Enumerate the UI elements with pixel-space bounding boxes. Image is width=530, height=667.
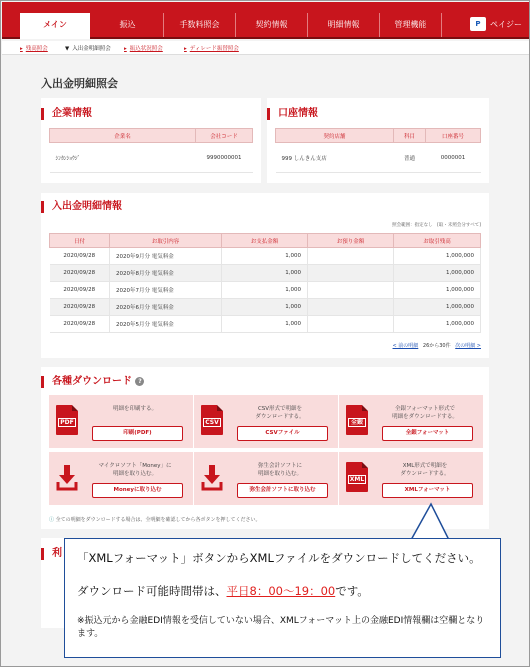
subnav-balance-label: 残高照会 xyxy=(25,46,48,52)
download-note-text: 全ての明細をダウンロードする場合は、全明細を確認してから各ボタンを押してください。 xyxy=(55,517,261,523)
tab-contract-info[interactable]: 契約情報 xyxy=(236,13,308,37)
payeasy-logo-icon: P xyxy=(470,17,486,31)
balance-cell: 1,000,000 xyxy=(394,248,481,265)
date-cell: 2020/09/28 xyxy=(50,316,110,333)
download-icon xyxy=(56,462,78,492)
download-description: 明細を印刷する。 xyxy=(112,406,157,412)
date-cell: 2020/09/28 xyxy=(50,248,110,265)
download-note xyxy=(49,516,260,523)
subnav-deposit-label: 入出金明細照会 xyxy=(72,46,111,52)
detail-title: 入出金明細情報 xyxy=(41,201,122,213)
balance-cell: 1,000,000 xyxy=(394,299,481,316)
branch-cell: 999 しんきん支店 xyxy=(276,143,394,173)
download-button[interactable]: 印刷(PDF) xyxy=(92,426,183,441)
description-cell: 2020年8月分 電気料金 xyxy=(110,265,222,282)
detail-card xyxy=(41,193,489,358)
column-header: お取引残高 xyxy=(394,234,481,248)
download-button[interactable]: 弥生会計ソフトに取り込む xyxy=(237,483,328,498)
column-header: 口座番号 xyxy=(426,129,481,143)
column-header: お支払金額 xyxy=(222,234,308,248)
callout-hours: 平日8：00～19：00 xyxy=(226,584,336,598)
table-row xyxy=(50,316,481,333)
xml-callout xyxy=(64,538,501,658)
account-info-card xyxy=(267,98,489,183)
description-cell: 2020年5月分 電気料金 xyxy=(110,316,222,333)
tab-fee-inquiry[interactable]: 手数料照会 xyxy=(164,13,236,37)
zengin-icon: 全銀 xyxy=(346,405,368,435)
pagination xyxy=(393,342,481,349)
company-name-cell: ｼﾝｶﾝｼｮｳｼﾞ xyxy=(50,143,196,173)
sub-nav xyxy=(2,41,530,55)
help-icon[interactable]: ? xyxy=(135,377,144,386)
callout-line2-prefix: ダウンロード可能時間帯は、 xyxy=(77,584,227,598)
deposit-cell xyxy=(308,248,394,265)
arrow-icon: ▸ xyxy=(124,46,127,52)
detail-table xyxy=(49,233,481,333)
balance-cell: 1,000,000 xyxy=(394,265,481,282)
download-item xyxy=(339,452,483,505)
download-item xyxy=(49,395,193,448)
table-row xyxy=(50,299,481,316)
downloads-title-label: 各種ダウンロード xyxy=(52,376,132,387)
filter-text: 照会範囲：指定なし [取・未照会分すべて] xyxy=(392,223,481,228)
deposit-cell xyxy=(308,299,394,316)
callout-line2-suffix: です。 xyxy=(335,584,369,598)
download-icon xyxy=(201,462,223,492)
subnav-transfer-status-label: 振込状況照会 xyxy=(129,46,163,52)
csv-icon: CSV xyxy=(201,405,223,435)
date-cell: 2020/09/28 xyxy=(50,265,110,282)
page-title: 入出金明細照会 xyxy=(41,77,118,90)
company-table xyxy=(49,128,253,173)
payment-cell: 1,000 xyxy=(222,299,308,316)
download-item xyxy=(339,395,483,448)
company-info-title: 企業情報 xyxy=(41,108,92,120)
account-table xyxy=(275,128,481,173)
subnav-balance[interactable] xyxy=(20,44,48,52)
arrow-icon: ▸ xyxy=(184,46,187,52)
table-row xyxy=(50,282,481,299)
page-range: 26から30件 xyxy=(422,343,451,349)
tab-transfer[interactable]: 振込 xyxy=(92,13,164,37)
table-row xyxy=(276,143,481,173)
column-header: お預り金額 xyxy=(308,234,394,248)
table-row xyxy=(50,265,481,282)
global-nav xyxy=(2,2,530,39)
company-code-cell: 9990000001 xyxy=(196,143,253,173)
xml-icon: XML xyxy=(346,462,368,492)
subnav-transfer-status[interactable] xyxy=(124,44,163,52)
subnav-deposit-withdrawal xyxy=(65,44,111,52)
download-button[interactable]: CSVファイル xyxy=(237,426,328,441)
downloads-title xyxy=(41,376,144,388)
callout-line1: 「XMLフォーマット」ボタンからXMLファイルをダウンロードしてください。 xyxy=(77,551,481,565)
prev-link[interactable]: < 前の明細 xyxy=(392,343,419,349)
column-header: 契約店舗 xyxy=(276,129,394,143)
download-description: 全銀フォーマット形式で 明細をダウンロードする。 xyxy=(392,406,458,420)
column-header: 日付 xyxy=(50,234,110,248)
download-description: XML形式で明細を ダウンロードする。 xyxy=(400,463,450,477)
description-cell: 2020年9月分 電気料金 xyxy=(110,248,222,265)
table-row xyxy=(50,248,481,265)
payment-cell: 1,000 xyxy=(222,282,308,299)
deposit-cell xyxy=(308,282,394,299)
description-cell: 2020年6月分 電気料金 xyxy=(110,299,222,316)
payment-cell: 1,000 xyxy=(222,248,308,265)
download-item xyxy=(194,452,338,505)
column-header: お取引内容 xyxy=(110,234,222,248)
payment-cell: 1,000 xyxy=(222,316,308,333)
description-cell: 2020年7月分 電気料金 xyxy=(110,282,222,299)
date-cell: 2020/09/28 xyxy=(50,282,110,299)
next-link[interactable]: 次の明細 > xyxy=(455,343,481,349)
current-marker-icon: ▼ xyxy=(65,46,70,52)
download-description: 弥生会計ソフトに 明細を取り込む。 xyxy=(257,463,302,477)
balance-cell: 1,000,000 xyxy=(394,316,481,333)
tab-statement-info[interactable]: 明細情報 xyxy=(308,13,380,37)
info-icon: ⓘ xyxy=(49,517,55,523)
download-description: CSV形式で明細を ダウンロードする。 xyxy=(255,406,305,420)
date-cell: 2020/09/28 xyxy=(50,299,110,316)
payeasy-label: ペイジー xyxy=(490,19,522,29)
column-header: 企業名 xyxy=(50,129,196,143)
balance-cell: 1,000,000 xyxy=(394,282,481,299)
column-header: 科目 xyxy=(394,129,426,143)
callout-line2 xyxy=(77,583,369,599)
deposit-cell xyxy=(308,316,394,333)
account-type-cell: 普通 xyxy=(394,143,426,173)
column-header: 会社コード xyxy=(196,129,253,143)
tab-admin[interactable]: 管理機能 xyxy=(380,13,442,37)
pdf-icon: PDF xyxy=(56,405,78,435)
payment-cell: 1,000 xyxy=(222,265,308,282)
payeasy-link[interactable] xyxy=(470,14,522,34)
table-row xyxy=(50,143,253,173)
subnav-delayed-transfer[interactable] xyxy=(184,44,239,52)
callout-pointer xyxy=(401,501,461,541)
bottom-card-title: 利 xyxy=(41,548,62,560)
download-button[interactable]: XMLフォーマット xyxy=(382,483,473,498)
download-button[interactable]: Moneyに取り込む xyxy=(92,483,183,498)
download-item xyxy=(194,395,338,448)
account-number-cell: 0000001 xyxy=(426,143,481,173)
callout-note: ※振込元から金融EDI情報を受信していない場合、XMLフォーマット上の金融EDI情報欄は空欄となります。 xyxy=(77,616,485,639)
deposit-cell xyxy=(308,265,394,282)
download-description: マイクロソフト「Money」に 明細を取り込む。 xyxy=(98,463,172,477)
download-button[interactable]: 全銀フォーマット xyxy=(382,426,473,441)
account-info-title: 口座情報 xyxy=(267,108,318,120)
download-item xyxy=(49,452,193,505)
tab-main[interactable]: メイン xyxy=(20,13,90,39)
subnav-delayed-label: ディレード振替照会 xyxy=(189,46,239,52)
company-info-card xyxy=(41,98,261,183)
arrow-icon: ▸ xyxy=(20,46,23,52)
